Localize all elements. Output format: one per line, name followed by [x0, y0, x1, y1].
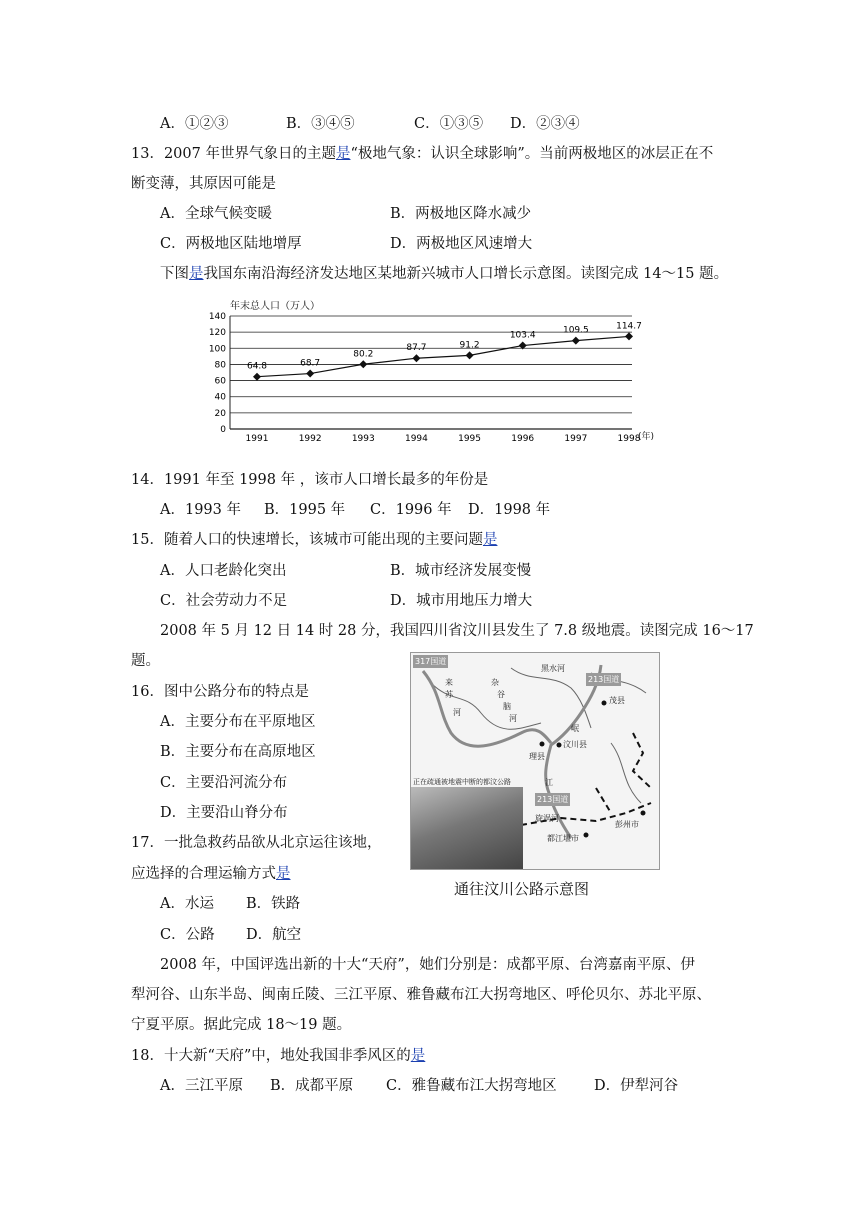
wenchuan-road-map — [410, 652, 660, 870]
q14-stem: 14．1991 年至 1998 年 ，该市人口增长最多的年份是 — [131, 472, 489, 488]
road-317-label: 317国道 — [415, 657, 447, 666]
q17-link[interactable]: 是 — [276, 866, 291, 882]
y-tick-label: 140 — [208, 312, 226, 322]
population-chart — [200, 296, 670, 446]
q14-option-a[interactable]: A．1993 年 — [160, 502, 241, 518]
y-tick-label: 100 — [208, 344, 226, 355]
river-char-4: 杂 — [491, 678, 499, 687]
chart-title: 年末总人口（万人） — [230, 301, 320, 312]
data-label: 109.5 — [562, 325, 589, 336]
q12-option-d[interactable]: D．②③④ — [510, 116, 580, 132]
road-317 — [423, 671, 551, 746]
q16-option-a[interactable]: A．主要分布在平原地区 — [160, 714, 316, 730]
x-tick-label: 1993 — [351, 434, 375, 444]
intro-18-19-line2: 犁河谷、山东半岛、闽南丘陵、三江平原、雅鲁藏布江大拐弯地区、呼伦贝尔、苏北平原、 — [131, 987, 711, 1003]
road-213-top-label: 213国道 — [588, 675, 620, 684]
q16-option-c[interactable]: C．主要沿河流分布 — [160, 775, 288, 791]
q17-option-b[interactable]: B．铁路 — [246, 896, 301, 912]
earthquake-road-photo — [411, 787, 523, 869]
data-point — [572, 337, 580, 345]
y-tick-label: 80 — [214, 360, 226, 371]
x-tick-label: 1998 — [617, 434, 641, 444]
intro-18-19-line3: 宁夏平原。据此完成 18～19 题。 — [131, 1017, 352, 1033]
y-tick-label: 120 — [208, 328, 226, 339]
q18-link[interactable]: 是 — [410, 1048, 426, 1064]
lixian-dot — [540, 742, 545, 747]
dujiangyan-dot — [584, 833, 589, 838]
q13-option-c[interactable]: C．两极地区陆地增厚 — [160, 236, 302, 252]
pengzhou-label: 彭州市 — [615, 820, 639, 829]
x-axis-unit: (年) — [638, 432, 655, 442]
fault-line-1 — [633, 733, 651, 788]
x-tick-label: 1991 — [245, 434, 269, 444]
intro-14-15: 下图是我国东南沿海经济发达地区某地新兴城市人口增长示意图。读图完成 14～15 题。 — [160, 266, 729, 282]
x-tick-label: 1995 — [458, 434, 482, 444]
q12-option-b[interactable]: B．③④⑤ — [286, 116, 355, 132]
q15-link[interactable]: 是 — [482, 532, 498, 548]
q15-stem: 15．随着人口的快速增长，该城市可能出现的主要问题是 — [131, 532, 498, 548]
series-line — [257, 336, 629, 376]
data-label: 114.7 — [616, 321, 642, 332]
q14-option-b[interactable]: B．1995 年 — [264, 502, 346, 518]
xuankou-label: 旋涡河 — [535, 814, 559, 823]
q13-option-a[interactable]: A．全球气候变暖 — [160, 206, 272, 222]
data-point — [253, 373, 261, 381]
q13-link[interactable]: 是 — [335, 146, 351, 162]
river-char-9: 江 — [545, 778, 553, 787]
data-point — [412, 354, 420, 362]
y-tick-label: 0 — [220, 425, 226, 435]
y-tick-label: 60 — [214, 376, 226, 387]
river-char-1: 来 — [445, 678, 453, 687]
intro-16-17-line1: 2008 年 5 月 12 日 14 时 28 分，我国四川省汶川县发生了 7.8 级地震。读图完成 16～17 — [160, 623, 754, 639]
x-tick-label: 1992 — [298, 434, 322, 444]
q16-option-b[interactable]: B．主要分布在高原地区 — [160, 744, 316, 760]
data-label: 64.8 — [246, 361, 268, 372]
pengzhou-dot — [641, 811, 646, 816]
q12-option-c[interactable]: C．①③⑤ — [414, 116, 484, 132]
map-caption: 通往汶川公路示意图 — [454, 880, 590, 898]
data-point — [359, 360, 367, 368]
q17-stem-line1: 17．一批急救药品欲从北京运往该地， — [131, 835, 382, 851]
x-tick-label: 1996 — [511, 434, 535, 444]
lixian-label: 理县 — [529, 752, 545, 761]
intro-14-link[interactable]: 是 — [189, 266, 204, 282]
q18-stem: 18．十大新“天府”中，地处我国非季风区的是 — [131, 1048, 426, 1064]
q17-stem-line2: 应选择的合理运输方式是 — [131, 866, 291, 882]
q14-option-d[interactable]: D．1998 年 — [468, 502, 551, 518]
q18-option-a[interactable]: A．三江平原 — [160, 1078, 243, 1094]
river-char-2: 苏 — [445, 690, 453, 699]
data-label: 87.7 — [406, 343, 427, 354]
intro-16-17-line2: 题。 — [131, 653, 160, 669]
maoxian-label: 茂县 — [609, 696, 625, 705]
q17-option-a[interactable]: A．水运 — [160, 896, 214, 912]
q16-option-d[interactable]: D．主要沿山脊分布 — [160, 805, 288, 821]
photo-caption: 正在疏通被地震中断的都汶公路 — [413, 778, 511, 786]
heishui-label: 黑水河 — [541, 664, 565, 673]
y-tick-label: 40 — [214, 392, 226, 403]
road-213-mid-label: 213国道 — [537, 795, 569, 804]
river-char-7: 河 — [509, 714, 517, 723]
data-label: 68.7 — [300, 358, 321, 369]
q13-stem-line1: 13．2007 年世界气象日的主题是“极地气象：认识全球影响”。当前两极地区的冰层正在不 — [131, 146, 714, 162]
river-path-4 — [611, 743, 641, 803]
q15-option-c[interactable]: C．社会劳动力不足 — [160, 593, 288, 609]
q13-option-d[interactable]: D．两极地区风速增大 — [390, 236, 533, 252]
q15-option-d[interactable]: D．城市用地压力增大 — [390, 593, 533, 609]
q13-option-b[interactable]: B．两极地区降水减少 — [390, 206, 532, 222]
river-char-6: 脑 — [503, 702, 511, 711]
river-char-3: 河 — [453, 708, 461, 717]
wenchuan-label: 汶川县 — [563, 740, 587, 749]
q15-option-a[interactable]: A．人口老龄化突出 — [160, 563, 287, 579]
data-label: 103.4 — [509, 330, 536, 341]
q12-option-a[interactable]: A．①②③ — [160, 116, 229, 132]
q18-option-b[interactable]: B．成都平原 — [270, 1078, 354, 1094]
y-tick-label: 20 — [214, 408, 226, 419]
q18-option-d[interactable]: D．伊犁河谷 — [594, 1078, 679, 1094]
dujiangyan-label: 都江堰市 — [547, 834, 579, 843]
q18-option-c[interactable]: C．雅鲁藏布江大拐弯地区 — [386, 1078, 557, 1094]
data-label: 80.2 — [353, 349, 374, 360]
q16-stem: 16．图中公路分布的特点是 — [131, 684, 309, 700]
river-char-5: 谷 — [497, 690, 505, 699]
x-tick-label: 1994 — [404, 434, 428, 444]
q15-option-b[interactable]: B．城市经济发展变慢 — [390, 563, 532, 579]
data-point — [466, 351, 474, 359]
fault-line-3 — [596, 788, 611, 813]
river-char-8: 岷 — [571, 724, 579, 733]
q14-option-c[interactable]: C．1996 年 — [370, 502, 452, 518]
data-label: 91.2 — [459, 340, 480, 351]
q17-option-d[interactable]: D．航空 — [246, 927, 302, 943]
q17-option-c[interactable]: C．公路 — [160, 927, 215, 943]
x-tick-label: 1997 — [564, 434, 588, 444]
wenchuan-dot — [557, 743, 562, 748]
river-path-2 — [511, 668, 591, 728]
intro-18-19-line1: 2008 年，中国评选出新的十大“天府”，她们分别是：成都平原、台湾嘉南平原、伊 — [160, 957, 695, 973]
q13-stem-line2: 断变薄，其原因可能是 — [131, 176, 276, 192]
data-point — [625, 332, 633, 340]
data-point — [306, 370, 314, 378]
maoxian-dot — [602, 701, 607, 706]
